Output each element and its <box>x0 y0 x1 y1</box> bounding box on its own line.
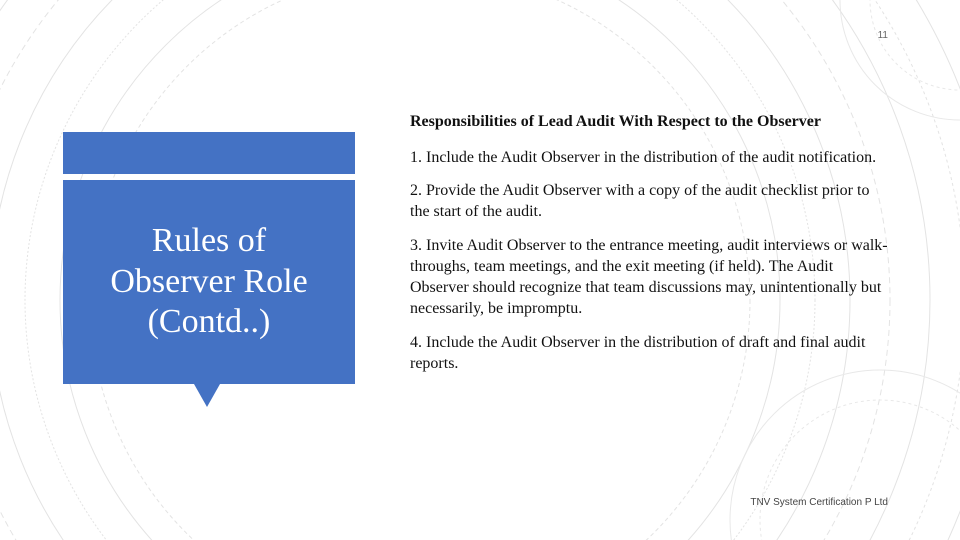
content-area <box>410 112 892 386</box>
list-item: 3. Invite Audit Observer to the entrance meeting, audit interviews or walk-throughs, team meetings, and the exit meeting (if held). The Audit Observer should recognize that team discussions may, unintentionally but necessarily, be impromptu. <box>410 236 888 318</box>
footer-text: TNV System Certification P Ltd <box>750 497 888 508</box>
list-item: 1. Include the Audit Observer in the distribution of the audit notification. <box>410 148 877 166</box>
list-item: 4. Include the Audit Observer in the distribution of draft and final audit reports. <box>410 333 866 372</box>
page-number: 11 <box>877 30 888 41</box>
content-heading: Responsibilities of Lead Audit With Respect to the Observer <box>410 113 821 130</box>
list-item: 2. Provide the Audit Observer with a copy of the audit checklist prior to the start of the audit. <box>410 182 870 221</box>
title-box <box>63 180 355 384</box>
title-pointer <box>194 384 220 407</box>
title-accent-bar <box>63 132 355 174</box>
slide-title: Rules of Observer Role (Contd..) <box>110 221 308 341</box>
